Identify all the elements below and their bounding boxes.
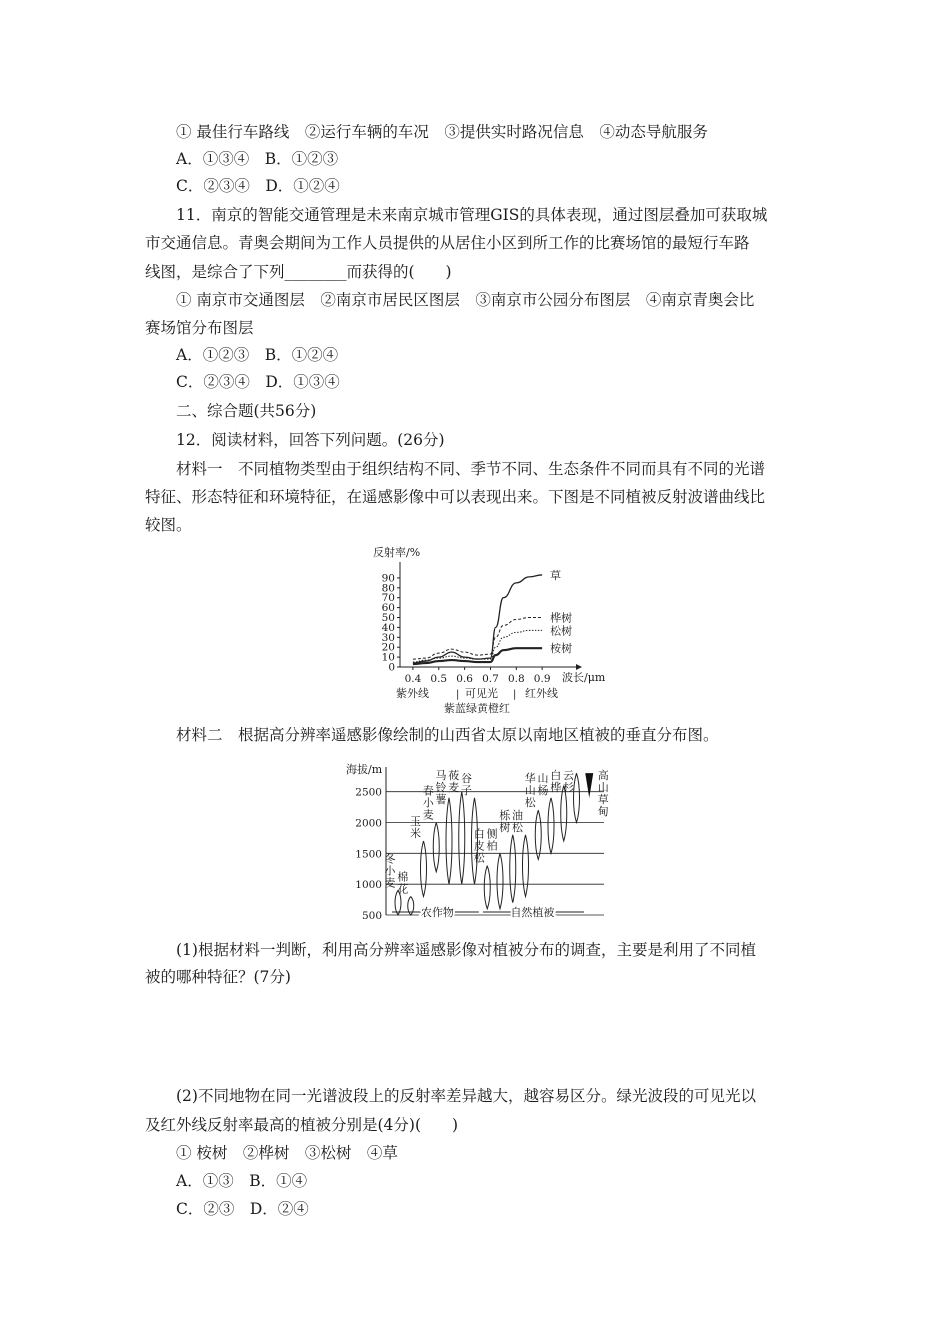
chart1-ytick-label: 60 <box>381 602 395 615</box>
material1-line-3: 较图。 <box>145 516 192 534</box>
sub2-options: ① 桉树 ②桦树 ③松树 ④草 <box>176 1144 398 1162</box>
sub1-line-1: (1)根据材料一判断，利用高分辨率遥感影像对植被分布的调查，主要是利用了不同植 <box>176 941 756 959</box>
group-label-natural: 自然植被 <box>510 906 555 919</box>
vegetation-label-char: 侧 <box>486 827 498 841</box>
chart1-ytick-label: 10 <box>381 651 395 664</box>
chart1-ytick-label: 90 <box>381 572 395 585</box>
chart2-ytick-label: 2000 <box>355 817 382 830</box>
range-spindle <box>446 798 452 884</box>
sub2-line-2: 及红外线反射率最高的植被分别是(4分)( ) <box>145 1116 459 1134</box>
vegetation-label-char: 皮 <box>473 839 485 853</box>
series-line-0 <box>413 575 542 663</box>
section-2-heading: 二、综合题(共56分) <box>176 402 317 420</box>
range-wedge <box>585 773 593 798</box>
chart2-ylabel: 海拔/m <box>346 763 383 776</box>
color-row-label: 紫蓝绿黄橙红 <box>444 702 510 715</box>
series-label-1: 桦树 <box>550 611 573 625</box>
chart1-x-arrow <box>576 664 582 670</box>
vegetation-label-char: 松 <box>512 820 523 834</box>
q11-choice-ab: A．①②③ B．①②④ <box>176 346 339 364</box>
chart1-xtick-label: 0.8 <box>507 673 525 685</box>
chart1-ytick-label: 50 <box>381 612 395 624</box>
chart1-ytick-label: 70 <box>381 592 395 605</box>
series-label-0: 草 <box>550 568 562 582</box>
range-spindle <box>535 810 541 859</box>
material1-line-1: 材料一 不同植物类型由于组织结构不同、季节不同、生态条件不同而具有不同的光谱 <box>176 460 766 478</box>
vegetation-label-char: 树 <box>499 820 511 834</box>
group-label-crops: 农作物 <box>420 906 454 919</box>
vegetation-label-char: 铃 <box>435 781 447 794</box>
band-visible: 可见光 <box>465 687 498 700</box>
vegetation-label-char: 桦 <box>550 781 562 794</box>
vegetation-label-char: 谷 <box>461 771 472 785</box>
vegetation-label-char: 油 <box>512 808 523 822</box>
range-spindle <box>523 835 529 897</box>
chart1-ylabel: 反射率/% <box>373 546 421 559</box>
chart1-xtick-label: 0.9 <box>533 673 551 685</box>
vegetation-label-char: 麦 <box>422 808 434 822</box>
vegetation-label-char: 冬 <box>384 852 396 866</box>
vegetation-label-char: 薯 <box>435 793 447 806</box>
vegetation-label-char: 松 <box>473 851 485 865</box>
vegetation-label-char: 花 <box>397 882 409 896</box>
series-line-2 <box>413 630 542 662</box>
range-spindle <box>433 823 439 872</box>
vegetation-label-char: 杉 <box>563 781 574 794</box>
vegetation-label-char: 小 <box>384 864 396 878</box>
range-spindle <box>497 853 503 909</box>
chart1-ytick-label: 0 <box>388 661 395 674</box>
chart2-ytick-label: 1000 <box>355 879 382 892</box>
vegetation-label-char: 春 <box>422 784 434 798</box>
vegetation-vertical-chart <box>346 755 646 925</box>
chart2-ytick-label: 2500 <box>355 786 382 799</box>
q11-options-1: ① 南京市交通图层 ②南京市居民区图层 ③南京市公园分布图层 ④南京青奥会比 <box>176 291 755 309</box>
vegetation-label-char: 高 <box>597 769 609 782</box>
series-label-2: 松树 <box>550 624 573 638</box>
q10-choice-ab: A．①③④ B．①②③ <box>176 150 339 168</box>
range-spindle <box>421 841 427 897</box>
vegetation-label-char: 草 <box>597 793 609 806</box>
vegetation-label-char: 玉 <box>410 815 421 828</box>
vegetation-label-char: 子 <box>461 783 472 797</box>
range-spindle <box>459 792 465 885</box>
q11-options-2: 赛场馆分布图层 <box>145 319 254 337</box>
material2-line: 材料二 根据高分辨率遥感影像绘制的山西省太原以南地区植被的垂直分布图。 <box>176 726 719 744</box>
vegetation-label-char: 云 <box>563 769 574 782</box>
chart1-ytick-label: 40 <box>381 621 395 634</box>
vegetation-label-char: 华 <box>524 772 536 786</box>
vegetation-label-char: 山 <box>524 784 536 798</box>
chart2-ytick-label: 1500 <box>355 848 382 861</box>
chart1-xlabel: 波长/μm <box>562 671 606 684</box>
vegetation-label-char: 松 <box>524 796 536 810</box>
series-line-3 <box>413 648 542 664</box>
sub2-line-1: (2)不同地物在同一光谱波段上的反射率差异越大，越容易区分。绿光波段的可见光以 <box>176 1087 756 1105</box>
q11-stem-1: 11．南京的智能交通管理是未来南京城市管理GIS的具体表现，通过图层叠加可获取城 <box>176 206 768 224</box>
vegetation-label-char: 白 <box>550 769 562 782</box>
series-line-1 <box>413 618 542 660</box>
sub2-choice-ab: A．①③ B．①④ <box>176 1172 308 1190</box>
material1-line-2: 特征、形态特征和环境特征，在遥感影像中可以表现出来。下图是不同植被反射波谱曲线比 <box>145 488 766 506</box>
q11-choice-cd: C．②③④ D．①③④ <box>176 373 340 391</box>
vegetation-label-char: 柏 <box>486 839 498 853</box>
band-ultraviolet: 紫外线 <box>396 687 429 700</box>
range-spindle <box>574 773 580 822</box>
vegetation-label-char: 小 <box>422 796 434 810</box>
band-infrared: 红外线 <box>525 687 558 700</box>
vegetation-label-char: 白 <box>473 827 485 841</box>
q11-stem-2: 市交通信息。青奥会期间为工作人员提供的从居住小区到所工作的比赛场馆的最短行车路 <box>145 234 750 252</box>
vegetation-label-char: 莜 <box>448 769 460 782</box>
range-spindle <box>510 835 516 903</box>
vegetation-label-char: 栎 <box>499 808 511 822</box>
vegetation-label-char: 棉 <box>397 870 409 884</box>
chart2-ytick-label: 500 <box>361 910 382 922</box>
chart1-ytick-label: 30 <box>381 631 395 644</box>
chart1-xtick-label: 0.4 <box>404 673 422 685</box>
chart1-ytick-label: 80 <box>381 582 395 595</box>
reflectance-chart <box>368 540 628 715</box>
band-separator-1: | <box>456 689 460 700</box>
range-spindle <box>484 866 490 909</box>
vegetation-label-char: 马 <box>435 769 447 782</box>
q11-stem-3: 线图，是综合了下列________而获得的( ) <box>145 263 452 281</box>
chart1-xtick-label: 0.6 <box>456 673 473 685</box>
sub1-line-2: 被的哪种特征？(7分) <box>145 968 291 986</box>
vegetation-label-char: 麦 <box>384 876 396 890</box>
band-separator-2: | <box>513 689 517 700</box>
vegetation-label-char: 甸 <box>597 805 609 818</box>
vegetation-label-char: 杨 <box>537 783 549 797</box>
chart1-xtick-label: 0.5 <box>430 673 448 685</box>
series-label-3: 桉树 <box>550 642 573 656</box>
vegetation-label-char: 山 <box>597 781 609 794</box>
sub2-choice-cd: C．②③ D．②④ <box>176 1200 309 1218</box>
chart1-ytick-label: 20 <box>381 641 395 654</box>
vegetation-label-char: 米 <box>410 827 421 840</box>
vegetation-label-char: 山 <box>537 771 549 785</box>
q10-choice-cd: C．②③④ D．①②④ <box>176 177 340 195</box>
range-spindle <box>548 798 554 854</box>
q10-options: ① 最佳行车路线 ②运行车辆的车况 ③提供实时路况信息 ④动态导航服务 <box>176 123 708 141</box>
chart1-xtick-label: 0.7 <box>482 673 499 685</box>
vegetation-label-char: 麦 <box>448 781 460 794</box>
q12-stem: 12．阅读材料，回答下列问题。(26分) <box>176 431 445 449</box>
